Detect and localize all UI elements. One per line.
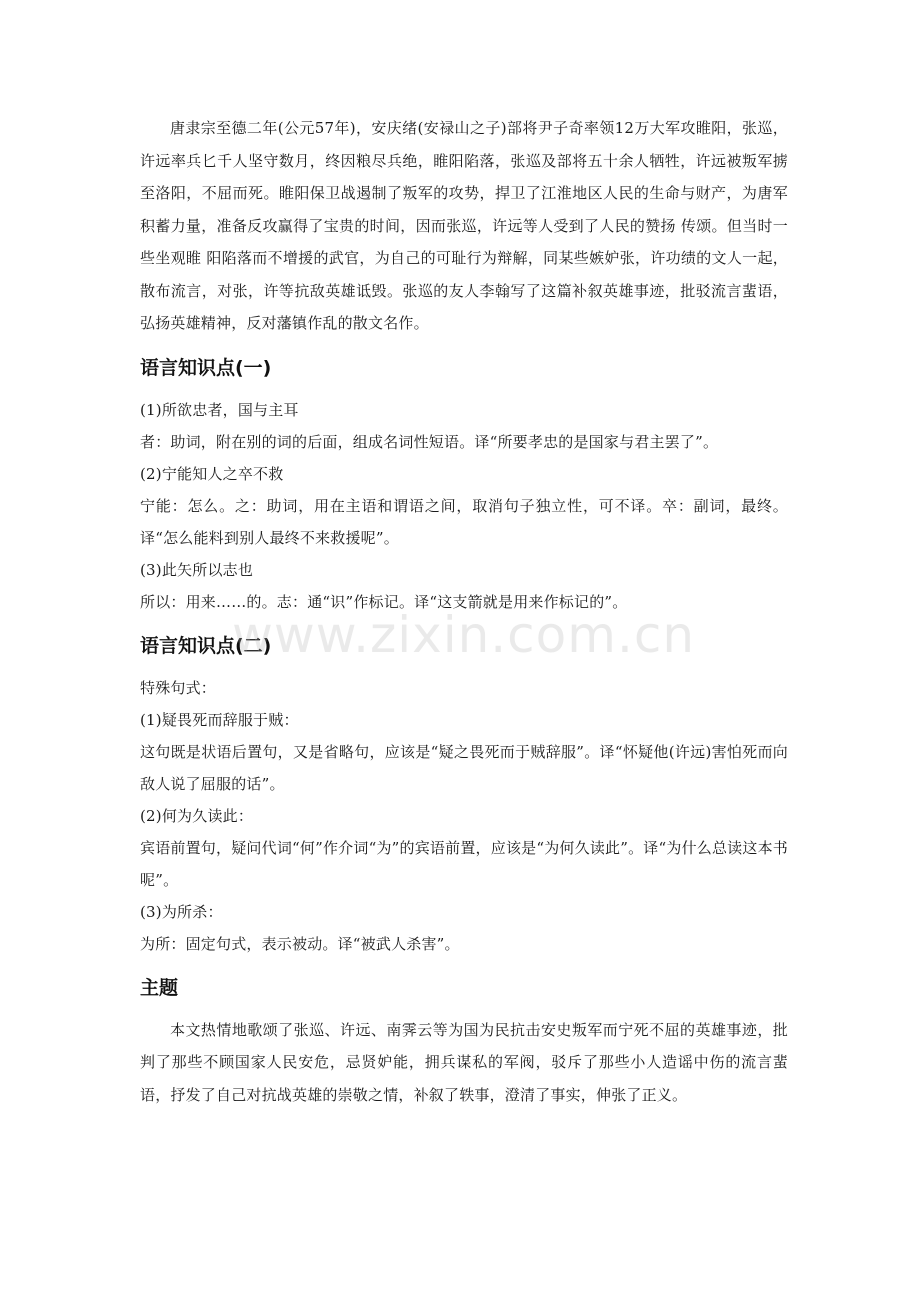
section1-line: 所以：用来……的。志：通“识”作标记。译“这支箭就是用来作标记的”。 <box>140 592 628 611</box>
section2-line: 宾语前置句，疑问代词“何”作介词“为”的宾语前置，应该是“为何久读此”。译“为什么总读这本书呢”。 <box>140 838 788 889</box>
section2-line: 这句既是状语后置句，又是省略句，应该是“疑之畏死而于贼辞服”。译“怀疑他(许远)害怕死而向敌人说了屈服的话”。 <box>140 742 788 793</box>
section1-line: (2)宁能知人之卒不救 <box>140 464 284 483</box>
intro-paragraph: 唐隶宗至德二年(公元57年)，安庆绪(安禄山之子)部将尹子奇率领12万大军攻睢阳，张巡，许远率兵匕千人坚守数月，终因粮尽兵绝，睢阳陷落，张巡及部将五十余人牺牲，许远被叛军掳至洛阳，不屈而死。睢阳保卫战遏制了叛军的攻势，捍卫了江淮地区人民的生命与财产，为唐军积蓄力量，准备反攻赢得了宝贵的时间，因而张巡，许远等人受到了人民的赞扬 传颂。但当时一些坐观睢 阳陷落而不增援的武官，为自己的可耻行为辩解，同某些嫉妒张，许功绩的文人一起，散布流言，对张，许等抗敌英雄诋毁。张巡的友人李翰写了这篇补叙英雄事迹，批驳流言蜚语，弘扬英雄精神，反对藩镇作乱的散文名作。 <box>140 119 788 332</box>
theme-paragraph: 本文热情地歌颂了张巡、许远、南霁云等为国为民抗击安史叛军而宁死不屈的英雄事迹，批判了那些不顾国家人民安危，忌贤妒能，拥兵谋私的军阀，驳斥了那些小人造谣中伤的流言蜚语，抒发了自己对抗战英雄的崇敬之情，补叙了轶事，澄清了事实，伸张了正义。 <box>140 1020 788 1104</box>
section2-line: 为所：固定句式，表示被动。译“被武人杀害”。 <box>140 934 460 953</box>
section1-line: (3)此矢所以志也 <box>140 560 254 579</box>
section1-line: (1)所欲忠者，国与主耳 <box>140 400 299 419</box>
section1-line: 宁能：怎么。之：助词，用在主语和谓语之间，取消句子独立性，可不译。卒：副词，最终。译“怎么能料到别人最终不来救援呢”。 <box>140 496 788 547</box>
document-body <box>140 112 788 1111</box>
section2-line: 特殊句式： <box>140 678 217 697</box>
section2-line: (3)为所杀： <box>140 902 223 921</box>
section1-line: 者：助词，附在别的词的后面，组成名词性短语。译“所要孝忠的是国家与君主罢了”。 <box>140 432 719 451</box>
section2-line: (2)何为久读此： <box>140 806 254 825</box>
section-heading-language-1: 语言知识点(一) <box>140 356 272 379</box>
section2-line: (1)疑畏死而辞服于贼： <box>140 710 299 729</box>
section-heading-language-2: 语言知识点(二) <box>140 634 272 657</box>
watermark: www.zixin.com.cn <box>232 606 696 664</box>
section-heading-theme: 主题 <box>140 976 179 999</box>
